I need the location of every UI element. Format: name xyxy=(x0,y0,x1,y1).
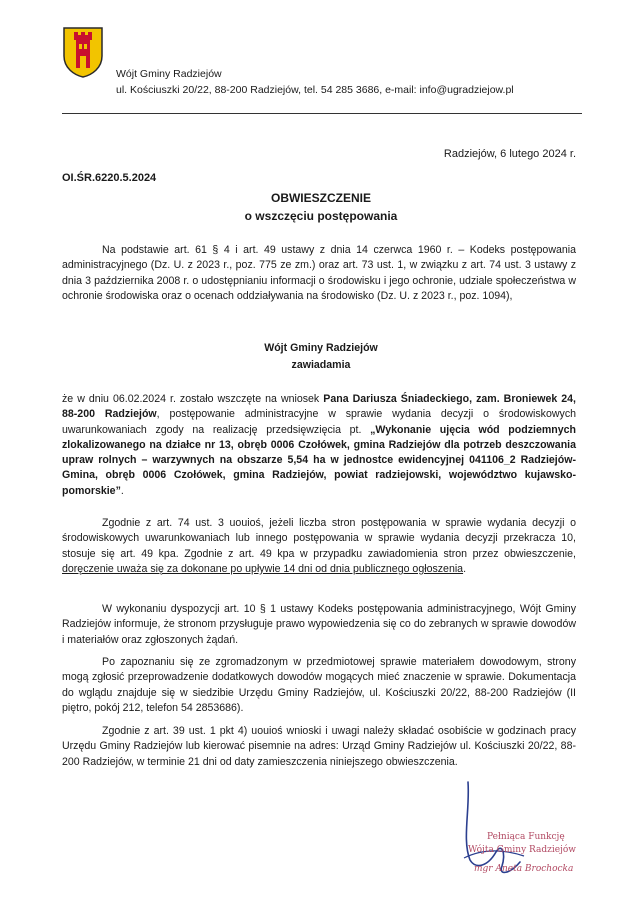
stamp-line-2: Wójta Gminy Radziejów xyxy=(468,845,577,855)
paragraph-submissions xyxy=(62,724,576,770)
main-pre: że w dniu 06.02.2024 r. zostało wszczęte na wniosek xyxy=(62,393,324,405)
header-office-name: Wójt Gminy Radziejów xyxy=(116,68,222,80)
intro-text: Na podstawie art. 61 § 4 i art. 49 ustawy z dnia 14 czerwca 1960 r. – Kodeks postępowania administracyjnego (Dz. U. z 2023 r., poz. 775 ze zm.) oraz art. 73 ust. 1, w związku z art. 74 ust. 3 ustawy z dnia 3 października 2008 r. o udostępnianiu informacji o środowisku i jego ochronie, udziale społeczeństwa w ochronie środowiska oraz o ocenach oddziaływania na środowisko (Dz. U. z 2023 r., poz. 1094), xyxy=(62,244,576,302)
coat-of-arms-icon xyxy=(62,26,104,78)
paragraph-rights xyxy=(62,602,576,648)
para3-end: . xyxy=(463,562,467,575)
paragraph-parties xyxy=(62,516,576,577)
stamp-line-3: mgr Aneta Brochocka xyxy=(474,864,574,874)
applicant: Pana Dariusza Śniadeckiego, zam. Broniewek 24, 88-200 Radziejów xyxy=(62,393,576,421)
main-paragraph xyxy=(62,392,576,499)
para6-text: Zgodnie z art. 39 ust. 1 pkt 4) uouioś wnioski i uwagi należy składać osobiście w godzinach pracy Urzędu Gminy Radziejów lub kierować pisemnie na adres: Urząd Gminy Radziejów ul. Kościuszki 20/22, 88-200 Radziejów, w terminie 21 dni od daty zamieszczenia niniejszego obwieszczenia. xyxy=(62,725,576,768)
stamp-line-1: Pełniąca Funkcję xyxy=(487,832,565,842)
header-address: ul. Kościuszki 20/22, 88-200 Radziejów, tel. 54 285 3686, e-mail: info@ugradziejow.pl xyxy=(116,84,514,96)
main-mid: , postępowanie administracyjne w sprawie wydania decyzji o środowiskowych uwarunkowaniach zgody na realizację przedsięwzięcia pt. xyxy=(62,408,577,436)
project-title: „Wykonanie ujęcia wód podziemnych zlokalizowanego na działce nr 13, obręb 0006 Czołówek, gmina Radziejów dla potrzeb deszczowania upraw rolnych – warzywnych na obszarze 5,54 ha w jednostce ewidencyjnej 041106_2 Radziejów-Gmina, obręb 0006 Czołówek, gmina Radziejów, powiat radziejowski, województwo kujawsko-pomorskie” xyxy=(62,423,576,497)
main-post: . xyxy=(120,484,124,497)
document-subtitle: o wszczęciu postępowania xyxy=(244,209,398,223)
document-title: OBWIESZCZENIE xyxy=(270,191,371,205)
announcer: Wójt Gminy Radziejów xyxy=(264,342,378,354)
para4-text: W wykonaniu dyspozycji art. 10 § 1 ustawy Kodeks postępowania administracyjnego, Wójt Gminy Radziejów informuje, że stronom przysługuje prawo wypowiedzenia się co do zebranych w sprawie dowodów i materiałów oraz zgłoszonych żądań. xyxy=(62,603,576,646)
para3-text: Zgodnie z art. 74 ust. 3 uouioś, jeżeli liczba stron postępowania w sprawie wydania decyzji o środowiskowych uwarunkowaniach lub innego postępowania w sprawie wydania decyzji przekracza 10, stosuje się art. 49 kpa. Zgodnie z art. 49 kpa w przypadku zawiadomienia stron przez obwieszczenie, xyxy=(62,517,576,560)
paragraph-documentation xyxy=(62,655,576,716)
intro-paragraph xyxy=(62,243,576,304)
announce-verb: zawiadamia xyxy=(291,359,351,371)
reference-number: OI.ŚR.6220.5.2024 xyxy=(62,172,157,184)
para5-text: Po zapoznaniu się ze zgromadzonym w przedmiotowej sprawie materiałem dowodowym, strony mogą zgłosić przeprowadzenie dodatkowych dowodów mogących mieć znaczenie w sprawie. Dokumentacja do wglądu znajduje się w siedzibie Urzędu Gminy Radziejów, ul. Kościuszki 20/22, 88-200 Radziejów (II piętro, pokój 212, telefon 54 2853686). xyxy=(62,656,576,714)
para3-underlined: doręczenie uważa się za dokonane po upływie 14 dni od dnia publicznego ogłoszenia xyxy=(62,562,464,575)
document-date: Radziejów, 6 lutego 2024 r. xyxy=(443,148,576,160)
header-divider xyxy=(62,113,582,114)
